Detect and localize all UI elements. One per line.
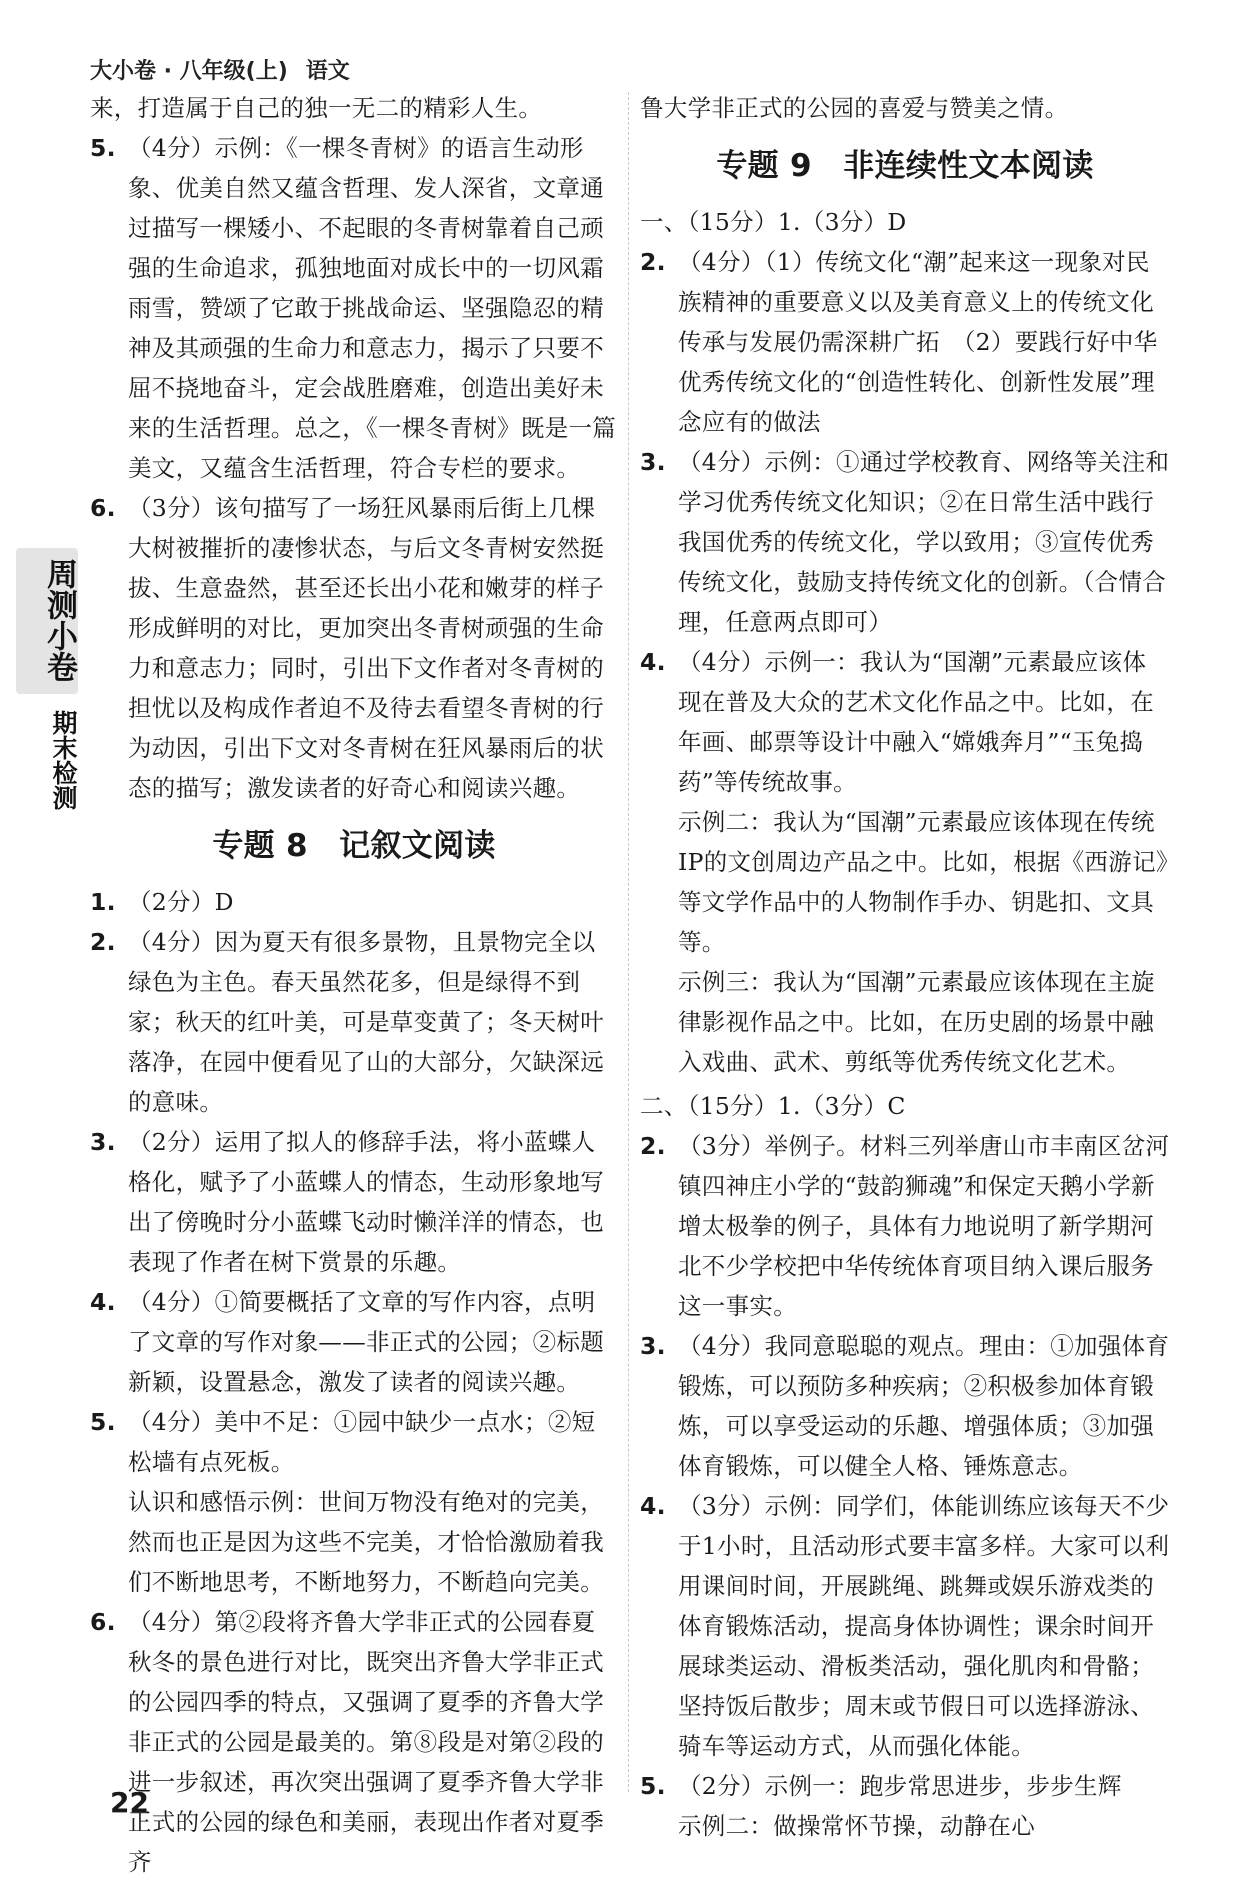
answer-example: 示例二：我认为“国潮”元素最应该体现在传统IP的文创周边产品之中。比如，根据《西游记》等文学作品中的人物制作手办、钥匙扣、文具等。 [678,808,1168,956]
answer-extra [640,1806,1170,1846]
answer-text: （3分）该句描写了一场狂风暴雨后街上几棵大树被摧折的凄惨状态，与后文冬青树安然挺拔、生意盎然，甚至还长出小花和嫩芽的样子形成鲜明的对比，更加突出冬青树顽强的生命力和意志力；同时，引出下文作者对冬青树的担忧以及构成作者迫不及待去看望冬青树的行为动因，引出下文对冬青树在狂风暴雨后的状态的描写；激发读者的好奇心和阅读兴趣。 [128,494,604,802]
answer-item [90,1402,618,1482]
answer-item [90,128,618,488]
answer-list [90,882,618,1482]
side-tab [16,548,78,810]
answer-text: 示例二：做操常怀节操，动静在心 [678,1812,1035,1840]
book-title: 大小卷 · 八年级(上) [90,59,288,84]
left-column [90,88,618,1882]
column-divider [628,92,629,1792]
continuation-text: 鲁大学非正式的公园的喜爱与赞美之情。 [640,94,1069,122]
answer-number: 3. [90,1128,116,1156]
part-heading: 一、（15分）1.（3分）D [640,208,907,236]
answer-list [90,128,618,808]
running-header [90,54,350,85]
answer-number: 4. [90,1288,116,1316]
answer-item [640,1326,1170,1486]
answer-text: （4分）因为夏天有很多景物，且景物完全以绿色为主色。春天虽然花多，但是绿得不到家；秋天的红叶美，可是草变黄了；冬天树叶落净，在园中便看见了山的大部分，欠缺深远的意味。 [128,928,604,1116]
answer-list [640,242,1170,802]
answer-item [640,1486,1170,1766]
part-heading: 二、（15分）1.（3分）C [640,1092,906,1120]
answer-text: （2分）运用了拟人的修辞手法，将小蓝蝶人格化，赋予了小蓝蝶人的情态，生动形象地写出了傍晚时分小蓝蝶飞动时懒洋洋的情态，也表现了作者在树下赏景的乐趣。 [128,1128,604,1276]
answer-text: （4分）（1）传统文化“潮”起来这一现象对民族精神的重要意义以及美育意义上的传统文化传承与发展仍需深耕广拓 （2）要践行好中华优秀传统文化的“创造性转化、创新性发展”理念应有的做法 [678,248,1158,436]
answer-item [640,242,1170,442]
answer-item [90,922,618,1122]
answer-number: 5. [640,1772,666,1800]
answer-text: （4分）示例：《一棵冬青树》的语言生动形象、优美自然又蕴含哲理、发人深省，文章通过描写一棵矮小、不起眼的冬青树靠着自己顽强的生命追求，孤独地面对成长中的一切风霜雨雪，赞颂了它敢于挑战命运、坚强隐忍的精神及其顽强的生命力和意志力，揭示了只要不屈不挠地奋斗，定会战胜磨难，创造出美好未来的生活哲理。总之，《一棵冬青树》既是一篇美文，又蕴含生活哲理，符合专栏的要求。 [128,134,617,482]
answer-number: 3. [640,448,666,476]
answer-example: 示例三：我认为“国潮”元素最应该体现在主旋律影视作品之中。比如，在历史剧的场景中融入戏曲、武术、剪纸等优秀传统文化艺术。 [678,968,1155,1076]
answer-item [640,642,1170,802]
answer-item [640,1766,1170,1806]
answer-item [90,1602,618,1882]
answer-item [90,882,618,922]
answer-number: 2. [640,248,666,276]
answer-item [90,1282,618,1402]
answer-item [90,488,618,808]
answer-text: （3分）示例：同学们，体能训练应该每天不少于1小时，且活动形式要丰富多样。大家可以利用课间时间，开展跳绳、跳舞或娱乐游戏类的体育锻炼活动，提高身体协调性；课余时间开展球类运动、滑板类活动，强化肌肉和骨骼；坚持饭后散步；周末或节假日可以选择游泳、骑车等运动方式，从而强化体能。 [678,1492,1170,1760]
section-title-9: 专题 9 非连续性文本阅读 [716,148,1094,184]
continuation-text: 来，打造属于自己的独一无二的精彩人生。 [90,94,543,122]
answer-text: （4分）第②段将齐鲁大学非正式的公园春夏秋冬的景色进行对比，既突出齐鲁大学非正式的公园四季的特点，又强调了夏季的齐鲁大学非正式的公园是最美的。第⑧段是对第②段的进一步叙述，再次突出强调了夏季齐鲁大学非正式的公园的绿色和美丽，表现出作者对夏季齐 [128,1608,604,1876]
answer-text: （4分）我同意聪聪的观点。理由：①加强体育锻炼，可以预防多种疾病；②积极参加体育锻炼，可以享受运动的乐趣、增强体质；③加强体育锻炼，可以健全人格、锤炼意志。 [678,1332,1170,1480]
section-title-8: 专题 8 记叙文阅读 [212,828,496,864]
side-tab-weekly: 周测小卷 [16,548,78,694]
answer-text: （4分）示例：①通过学校教育、网络等关注和学习优秀传统文化知识；②在日常生活中践行我国优秀的传统文化，学以致用；③宣传优秀传统文化，鼓励支持传统文化的创新。（合情合理，任意两点即可） [678,448,1170,636]
answer-number: 1. [90,888,116,916]
answer-text: （4分）①简要概括了文章的写作内容，点明了文章的写作对象——非正式的公园；②标题新颖，设置悬念，激发了读者的阅读兴趣。 [128,1288,604,1396]
answer-item [640,1126,1170,1326]
subject-label: 语文 [305,59,350,84]
answer-item [640,442,1170,642]
side-tab-final: 期末检测 [49,710,78,810]
answer-number: 6. [90,494,116,522]
answer-list [90,1602,618,1882]
answer-text: （4分）美中不足：①园中缺少一点水；②短松墙有点死板。 [128,1408,596,1476]
answer-text: （2分）示例一：跑步常思进步，步步生辉 [678,1772,1122,1800]
page-number: 22 [110,1786,149,1819]
answer-examples [640,802,1170,1082]
answer-text: （2分）D [128,888,234,916]
answer-text: （3分）举例子。材料三列举唐山市丰南区岔河镇四神庄小学的“鼓韵狮魂”和保定天鹅小学新增太极拳的例子，具体有力地说明了新学期河北不少学校把中华传统体育项目纳入课后服务这一事实。 [678,1132,1170,1320]
answer-list [640,1126,1170,1806]
answer-extra [90,1482,618,1602]
answer-text: 认识和感悟示例：世间万物没有绝对的完美，然而也正是因为这些不完美，才恰恰激励着我们不断地思考，不断地努力，不断趋向完美。 [128,1488,604,1596]
answer-number: 5. [90,134,116,162]
right-column [640,88,1170,1846]
answer-text: （4分）示例一：我认为“国潮”元素最应该体现在普及大众的艺术文化作品之中。比如，在年画、邮票等设计中融入“嫦娥奔月”“玉兔捣药”等传统故事。 [678,648,1154,796]
answer-number: 2. [90,928,116,956]
answer-number: 6. [90,1608,116,1636]
answer-item [90,1122,618,1282]
answer-number: 3. [640,1332,666,1360]
answer-number: 2. [640,1132,666,1160]
answer-number: 4. [640,648,666,676]
answer-number: 5. [90,1408,116,1436]
answer-number: 4. [640,1492,666,1520]
